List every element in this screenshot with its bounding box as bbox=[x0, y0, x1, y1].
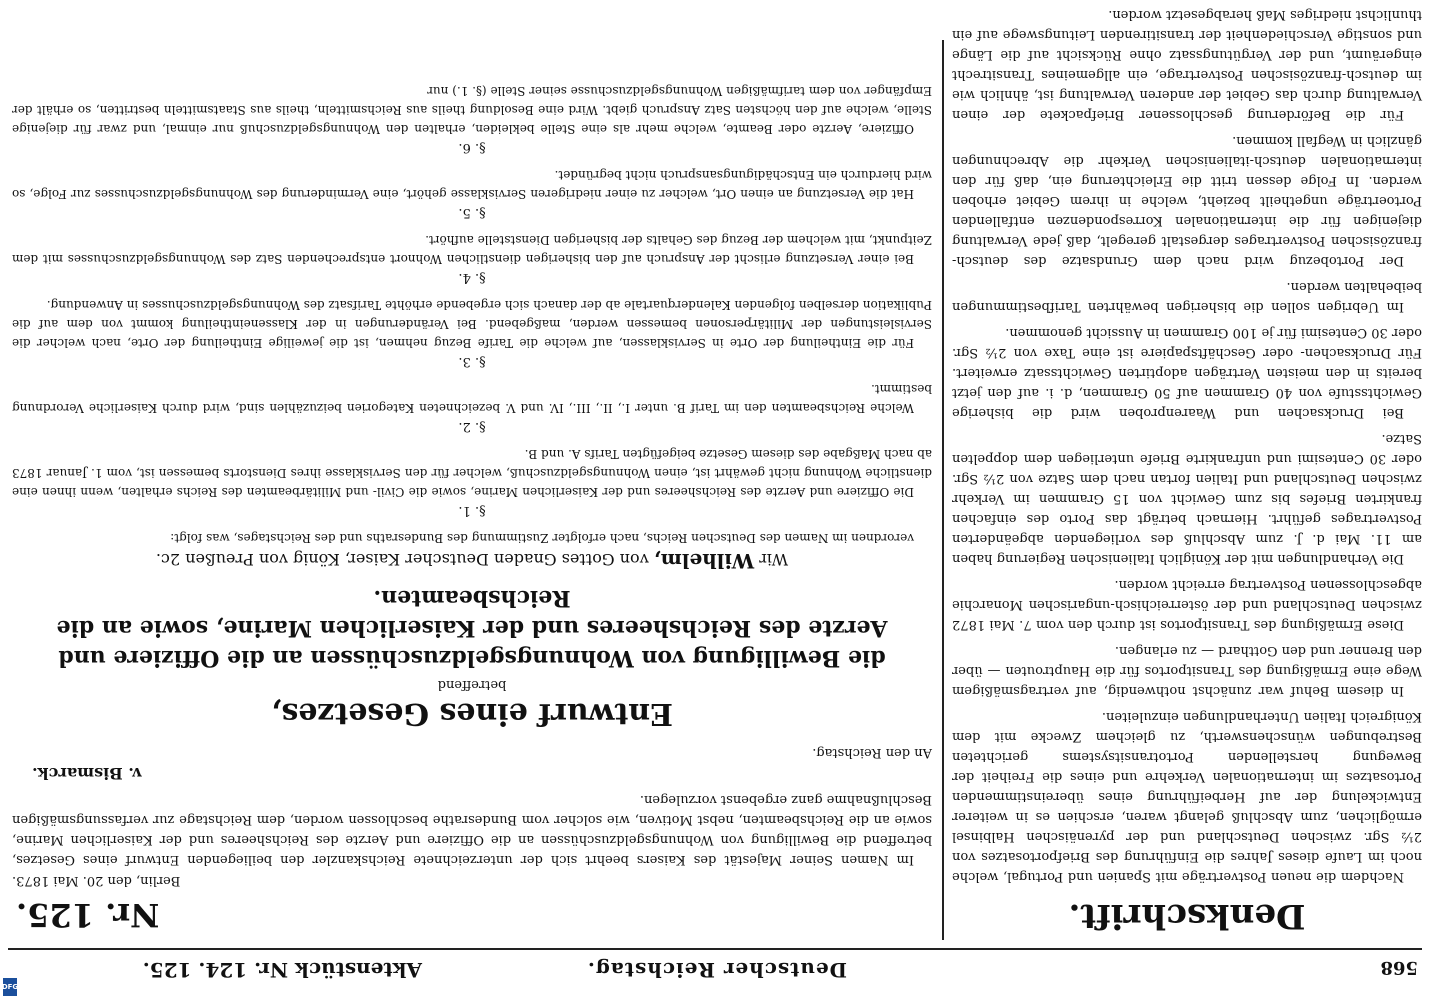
section-text: Die Offiziere und Aerzte des Reichsheeres und der Kaiserlichen Marine, sowie die Civil- und Militärbeamten des Reichs erhalten, wenn ihnen eine dienstliche Wohnung nicht gewährt ist, einen Wohnungsgeldzuschuß, welcher für den Servisklasse ihres Dienstorts bemessen ist, vom 1. Januar 1873 ab nach Maßgabe des diesem Gesetze beigefügten Tarifs A. und B. bbox=[12, 447, 932, 499]
section-label: §. 4. bbox=[458, 270, 486, 285]
section-text: Offiziere, Aerzte oder Beamte, welche mehr als eine Stelle bekleiden, erhalten den Wohnungsgeldzuschuß nur einmal, und zwar für diejenige Stelle, welche auf den höchsten Satz Anspruch giebt. Wird eine Besoldung theils aus Reichsmitteln, theils aus Staatsmitteln bestritten, so erhält der Empfänger von dem tarifmäßigen Wohnungsgeldzuschusse seiner Stelle (§. 1.) nur bbox=[12, 84, 932, 136]
section-text: Für die Eintheilung der Orte in Servisklassen, auf welche die Tarife Bezug nehmen, ist die jeweilige Eintheilung der Orte, nach welcher die Servisleistungen der Militärpersonen bemessen werden, maßgebend. Bei Veränderungen in der Klasseneintheilung kommt von dem auf die Publikation derselben folgenden Kalenderquartale ab der danach sich ergebende erhöhte Tarifsatz des Wohnungsgeldzuschusses in Anwendung. bbox=[12, 298, 932, 350]
denkschrift-paragraph: Der Portobezug wird nach dem Grundsatze des deutsch-französischen Postvertrages dergestalt geregelt, daß jede Verwaltung diejenigen für die internationalen Korrespondenzen entfallenden Portoerträge ungetheilt bezieht, welche in ihrem Gebiet erhoben werden. In Folge dessen tritt die Erleichterung ein, daß für den internationalen deutsch-italienischen Verkehr die Abrechnungen gänzlich in Wegfall kommen. bbox=[952, 133, 1422, 268]
chancellor-intro: Im Namen Seiner Majestät des Kaisers beehrt sich der unterzeichnete Reichskanzler den beiliegenden Entwurf eines Gesetzes, betreffend die Bewilligung von Wohnungsgeldzuschüssen an die Offiziere und Aerzte des Reichsheeres und der Kaiserlichen Marine, sowie an die Reichsbeamten, nebst Motiven, wie solcher vom Bundesrathe beschlossen worden, dem Reichstage zur verfassungsmäßigen Beschlußnahme ganz ergebenst vorzulegen. bbox=[12, 792, 932, 867]
enactment-formula bbox=[12, 549, 932, 573]
denkschrift-paragraph: Die Verhandlungen mit der Königlich Italienischen Regierung haben am 11. Mai d. J. zum Abschluß des vorliegenden abgeänderten Postvertrages geführt. Hiernach beträgt das Porto des einfachen frankirten Briefes bis zum Gewicht von 15 Grammen im Verkehr zwischen Deutschland und Italien fortan nach dem Satze von 2½ Sgr. oder 30 Centesimi und unfrankirte Briefe unterliegen dem doppelten Satze. bbox=[952, 431, 1422, 566]
denkschrift-paragraph: In diesem Behuf war zunächst nothwendig, auf vertragsmäßigem Wege eine Ermäßigung des Transitportos für die Hauptrouten — über den Brenner und den Gotthard — zu erlangen. bbox=[952, 643, 1422, 698]
denkschrift-paragraph: Im Uebrigen sollen die bisherigen bewährten Tarifbestimmungen beibehalten werden. bbox=[952, 279, 1422, 314]
denkschrift-paragraph: Nachdem die neuen Postverträge mit Spanien und Portugal, welche noch im Laufe dieses Jahres die Einführung des Briefportosatzes von 2½ Sgr. zwischen Deutschland und der pyrenäischen Halbinsel ermöglichen, zum Abschluß gelangt waren, erschien es in weiterer Entwickelung der auf Herbeiführung eines übereinstimmenden Portosatzes im internationalen Verkehre und eines die Freiheit der Bewegung herstellenden Portotransitsystems gerichteten Bestrebungen wünschenswerth, zu gleichem Zwecke mit dem Königreich Italien Unterhandlungen einzuleiten. bbox=[952, 709, 1422, 884]
verordnen-text: verordnen im Namen des Deutschen Reichs, nach erfolgter Zustimmung des Bundesraths und des Reichstages, was folgt: bbox=[170, 531, 914, 545]
denkschrift-paragraph: Diese Ermäßigung des Transitportos ist durch den vom 7. Mai 1872 zwischen Deutschland und der österreichisch-ungarischen Monarchie abgeschlossenen Postvertrag erreicht worden. bbox=[952, 577, 1422, 632]
dfg-logo-icon: DFG bbox=[3, 978, 17, 996]
digitization-note-text bbox=[0, 566, 2, 986]
signature: v. Bismarck. bbox=[32, 764, 142, 783]
section-label: §. 3. bbox=[458, 354, 486, 369]
document-number: Nr. 125. bbox=[16, 896, 160, 934]
denkschrift-paragraph: Für die Beförderung geschlossener Briefpackete der einen Verwaltung durch das Gebiet der anderen Verwaltung ist, ähnlich wie im deutsch-französischen Postvertrage, ein allgemeines Transitrecht eingeräumt, und der Vergütungssatz ohne Rücksicht auf die Länge und sonstige Verschiedenheit der transitirenden Leitungswege auf ein thunlichst niedriges Maß herabgesetzt worden. bbox=[952, 7, 1422, 122]
digitization-note bbox=[0, 560, 22, 1000]
section-text: Bei einer Versetzung erlischt der Anspruch auf den bisherigen dienstlichen Wohnort entsprechenden Satz des Wohnungsgeldzuschusses mit dem Zeitpunkt, mit welchem der Bezug des Gehalts der bisherigen Dienststelle aufhört. bbox=[12, 233, 932, 266]
header-rule bbox=[8, 948, 1422, 950]
document-date: Berlin, den 20. Mai 1873. bbox=[12, 873, 181, 888]
header-document-ref: Aktenstück Nr. 124. 125. bbox=[142, 958, 422, 982]
addressee: An den Reichstag. bbox=[812, 745, 932, 760]
nr125-column bbox=[12, 40, 932, 940]
section-text: Hat die Versetzung an einen Ort, welcher zu einer niedrigeren Servisklasse gehört, eine Verminderung des Wohnungsgeldzuschusses zur Folge, so wird hierdurch ein Entschädigungsanspruch nicht begründet. bbox=[12, 168, 932, 201]
section-text: Welche Reichsbeamten den im Tarif B. unter I., II., III., IV. und V. bezeichneten Kategorien beizuzählen sind, wird durch Kaiserliche Verordnung bestimmt. bbox=[12, 382, 932, 415]
wir-suffix: von Gottes Gnaden Deutscher Kaiser, König von Preußen 2c. bbox=[155, 550, 649, 569]
emperor-name: Wilhelm, bbox=[653, 549, 755, 573]
entwurf-subject: die Bewilligung von Wohnungsgeldzuschüssen an die Offiziere und Aerzte des Reichsheeres und der Kaiserlichen Marine, sowie an die Reichsbeamten. bbox=[56, 585, 888, 671]
denkschrift-title: Denkschrift. bbox=[1068, 896, 1306, 936]
wir-prefix: Wir bbox=[759, 550, 789, 569]
denkschrift-column bbox=[952, 7, 1422, 940]
denkschrift-paragraph: Bei Drucksachen und Waarenproben wird die bisherige Gewichtsstufe von 40 Grammen auf 50 Grammen, d. i. auf den jetzt bereits in den meisten Verträgen adoptirten Gewichtssatz erweitert. Für Drucksachen- oder Geschäftspapiere ist eine Taxe von 2½ Sgr. oder 30 Centesimi für je 100 Grammen in Aussicht genommen. bbox=[952, 325, 1422, 420]
section-label: §. 1. bbox=[458, 503, 486, 518]
page-number: 568 bbox=[1380, 957, 1418, 978]
column-divider bbox=[942, 40, 944, 940]
section-label: §. 6. bbox=[458, 140, 486, 155]
section-label: §. 2. bbox=[458, 419, 486, 434]
entwurf-title: Entwurf eines Gesetzes, bbox=[270, 696, 674, 731]
header-title: Deutscher Reichstag. bbox=[586, 958, 847, 982]
section-label: §. 5. bbox=[458, 205, 486, 220]
betreffend-label: betreffend bbox=[437, 677, 507, 692]
